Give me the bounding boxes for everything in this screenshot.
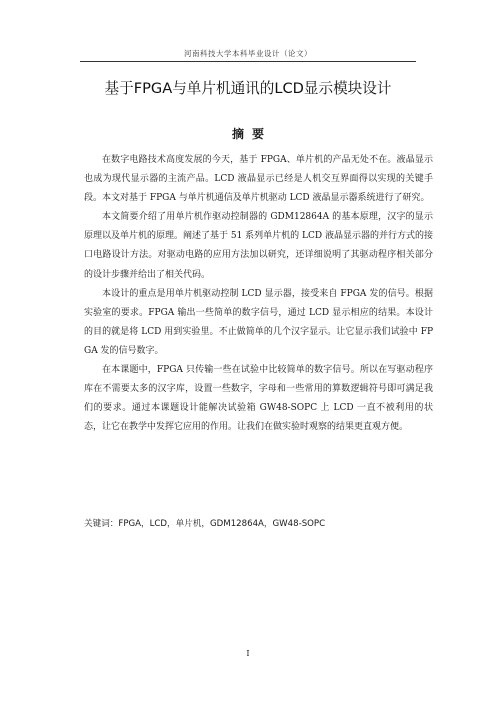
page-number: I	[246, 649, 250, 658]
document-title: 基于FPGA与单片机通讯的LCD显示模块设计	[104, 80, 392, 97]
header-divider	[80, 61, 416, 62]
running-header: 河南科技大学本科毕业设计（论文）	[184, 49, 312, 58]
keywords-line: 关键词：FPGA，LCD，单片机，GDM12864A，GW48-SOPC	[84, 519, 326, 529]
abstract-paragraph-3: 本设计的重点是用单片机驱动控制 LCD 显示器，接受来自 FPGA 发的信号。根据实验室的要求。FPGA 输出一些简单的数字信号，通过 LCD 显示相应的结果。本设计的目的就是将 LCD 用到实验里。不止做简单的几个汉字显示。让它显示我们试验中 FPGA 发的信号数字。	[84, 288, 433, 356]
abstract-paragraph-1: 在数字电路技术高度发展的今天，基于 FPGA、单片机的产品无处不在。液晶显示也成为现代显示器的主流产品。LCD 液晶显示已经是人机交互界面得以实现的关键手段。本文对基于 FPGA 与单片机通信及单片机驱动 LCD 液晶显示器系统进行了研究。	[84, 155, 433, 204]
abstract-paragraph-2: 本文简要介绍了用单片机作驱动控制器的 GDM12864A 的基本原理，汉字的显示原理以及单片机的原理。阐述了基于 51 系列单片机的 LCD 液晶显示器的并行方式的接口电路设计方法。对驱动电路的应用方法加以研究，还详细说明了其驱动程序相关部分的设计步骤并给出了相关代码。	[84, 212, 433, 280]
abstract-heading: 摘要	[231, 127, 272, 141]
abstract-paragraph-4: 在本课题中，FPGA 只传输一些在试验中比较简单的数字信号。所以在写驱动程序库在不需要太多的汉字库，设置一些数字，字母和一些常用的算数逻辑符号即可满足我们的要求。通过本课题设计能解决试验箱 GW48-SOPC 上 LCD 一直不被利用的状态，让它在教学中发挥它应用的作用。让我们在做实验时观察的结果更直观方便。	[84, 365, 433, 433]
abstract-body	[84, 151, 433, 437]
